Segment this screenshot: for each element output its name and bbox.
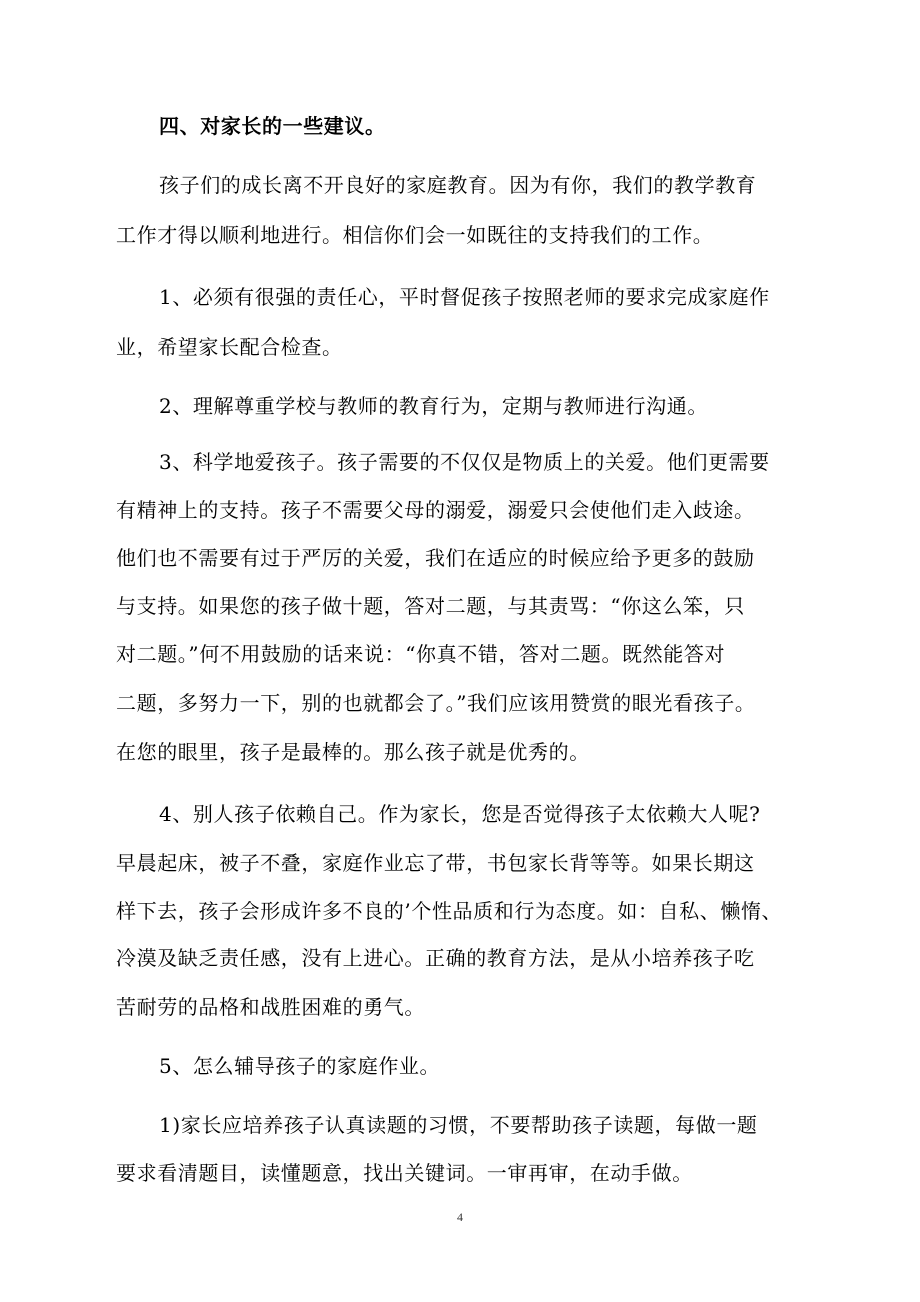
paragraph-line: 在您的眼里，孩子是最棒的。那么孩子就是优秀的。 [116, 740, 590, 764]
paragraph-line: 对二题。”何不用鼓励的话来说：“你真不错，答对二题。既然能答对 [116, 642, 726, 666]
paragraph-line: 二题，多努力一下，别的也就都会了。”我们应该用赞赏的眼光看孩子。 [116, 691, 756, 715]
paragraph-line: 与支持。如果您的孩子做十题，答对二题，与其责骂：“你这么笨，只 [116, 594, 745, 618]
paragraph-line: 3、科学地爱孩子。孩子需要的不仅仅是物质上的关爱。他们更需要 [159, 450, 770, 474]
paragraph-line: 孩子们的成长离不开良好的家庭教育。因为有你，我们的教学教育 [159, 173, 757, 197]
paragraph-line: 业，希望家长配合检查。 [116, 335, 343, 359]
paragraph-line: 苦耐劳的品格和战胜困难的勇气。 [116, 995, 425, 1019]
page-number: 4 [457, 1210, 463, 1224]
section-heading: 四、对家长的一些建议。 [159, 114, 386, 138]
paragraph-line: 1)家长应培养孩子认真读题的习惯，不要帮助孩子读题，每做一题 [159, 1113, 758, 1137]
paragraph-line: 5、怎么辅导孩子的家庭作业。 [159, 1054, 441, 1078]
paragraph-line: 2、理解尊重学校与教师的教育行为，定期与教师进行沟通。 [159, 394, 708, 418]
paragraph-line: 他们也不需要有过于严厉的关爱，我们在适应的时候应给予更多的鼓励 [116, 546, 755, 570]
paragraph-line: 1、必须有很强的责任心，平时督促孩子按照老师的要求完成家庭作 [159, 285, 770, 309]
paragraph-line: 要求看清题目，读懂题意，找出关键词。一审再审，在动手做。 [116, 1161, 693, 1185]
paragraph-line: 样下去，孩子会形成许多不良的’个性品质和行为态度。如：自私、懒惰、 [116, 899, 783, 923]
paragraph-line: 工作才得以顺利地进行。相信你们会一如既往的支持我们的工作。 [116, 223, 714, 247]
paragraph-line: 有精神上的支持。孩子不需要父母的溺爱，溺爱只会使他们走入歧途。 [116, 498, 755, 522]
paragraph-line: 冷漠及缺乏责任感，没有上进心。正确的教育方法，是从小培养孩子吃 [116, 946, 755, 970]
paragraph-line: 4、别人孩子依赖自己。作为家长，您是否觉得孩子太依赖大人呢? [159, 802, 761, 826]
paragraph-line: 早晨起床，被子不叠，家庭作业忘了带，书包家长背等等。如果长期这 [116, 851, 755, 875]
